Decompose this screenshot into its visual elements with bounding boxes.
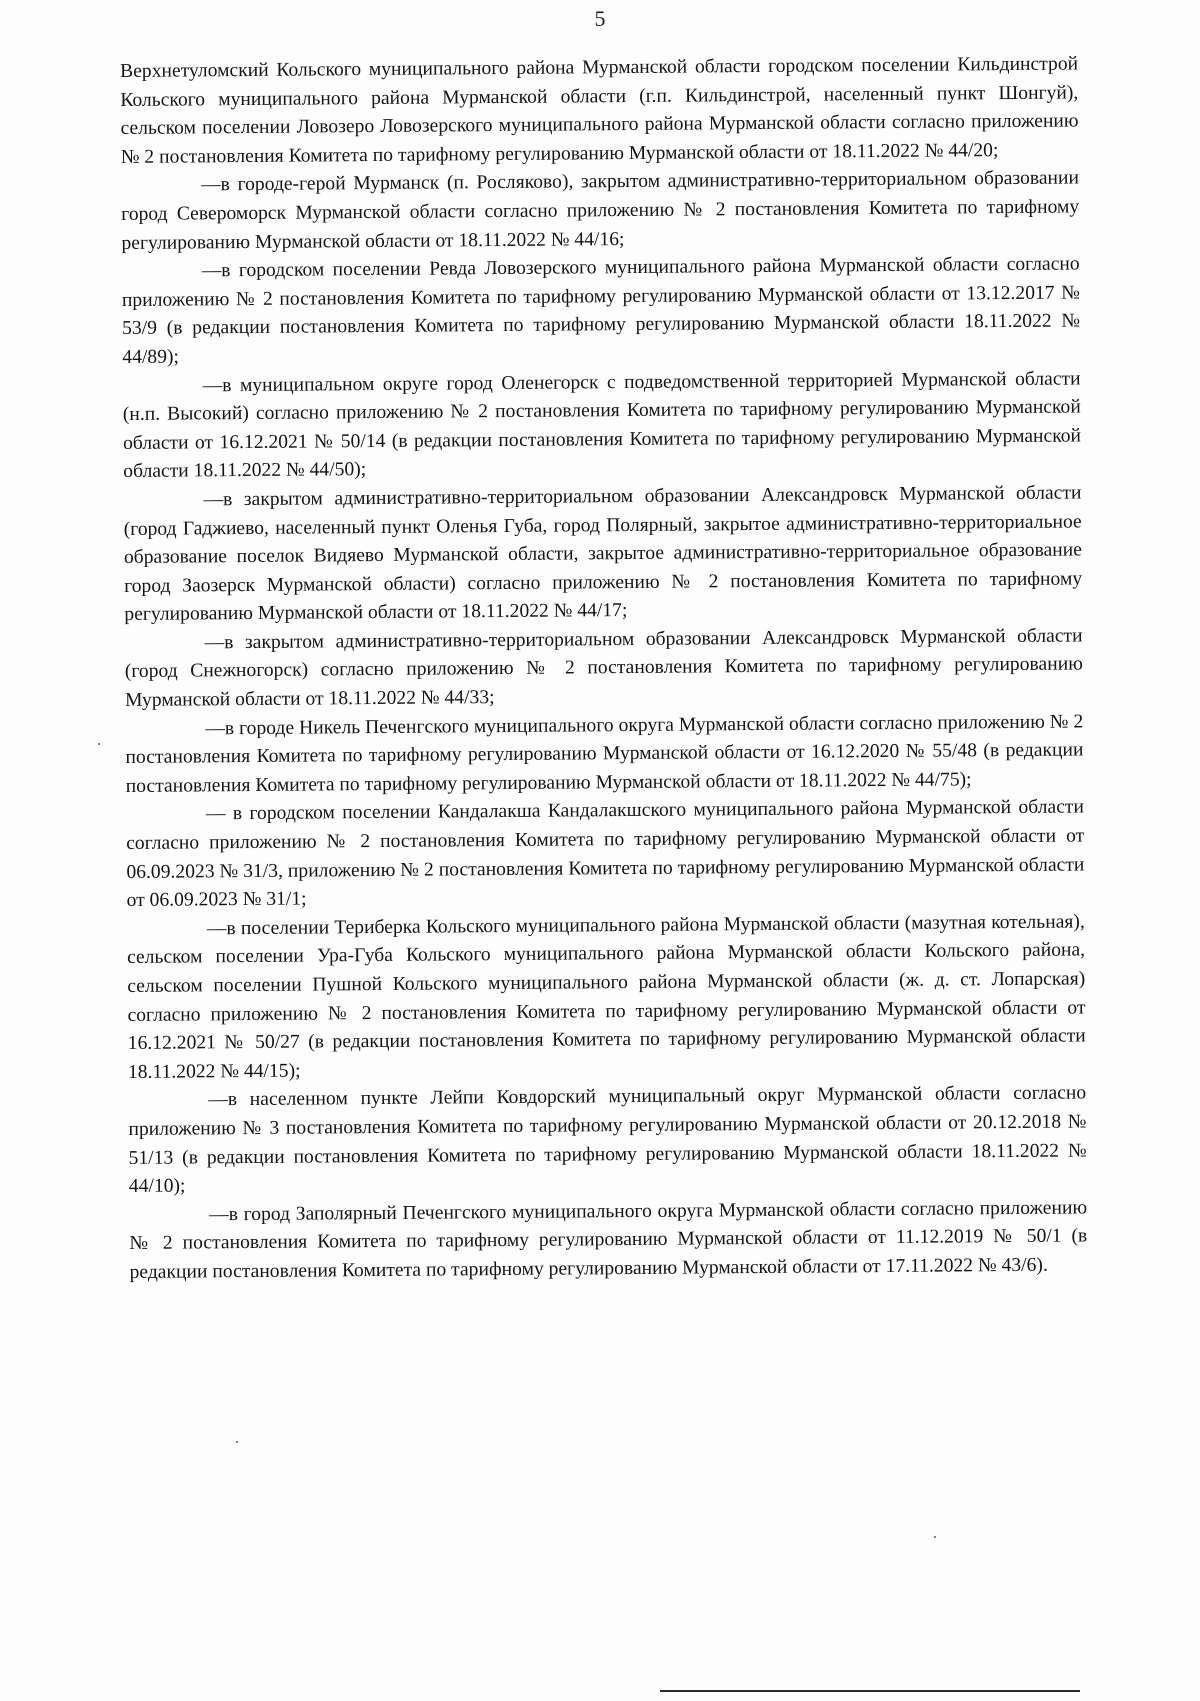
page-number: 5: [594, 6, 606, 31]
page-bottom-rule: [660, 1690, 1080, 1692]
list-item-revda: —в городском поселении Ревда Ловозерского муниципального района Мурманской области согласно приложению № 2 постановления Комитета по тарифному регулированию Мурманской области от 13.12.2017 № 53/9 (в редакции постановления Комитета по тарифному регулированию Мурманской области 18.11.2022 № 44/89);: [121, 253, 1081, 368]
scan-speck: [934, 1536, 936, 1538]
list-item-leipi: —в населенном пункте Лейпи Ковдорский муниципальный округ Мурманской области согласно приложению № 3 постановления Комитета по тарифному регулированию Мурманской области от 20.12.2018 № 51/13 (в редакции постановления Комитета по тарифному регулированию Мурманской области 18.11.2022 № 44/10);: [128, 1082, 1087, 1198]
list-item-olenegorsk: —в муниципальном округе город Оленегорск с подведомственной территорией Мурманской области (н.п. Высокий) согласно приложению № 2 постановления Комитета по тарифному регулированию Мурманской области от 16.12.2021 № 50/14 (в редакции постановления Комитета по тарифному регулированию Мурманской области 18.11.2022 № 44/50);: [122, 367, 1082, 483]
paragraph-continuation: Верхнетуломский Кольского муниципального района Мурманской области городском поселении Кильдинстрой Кольского муниципального района Мурманской области (г.п. Кильдинстрой, населенный пункт Шонгуй), сельском поселении Ловозеро Ловозерского муниципального района Мурманской области согласно приложению № 2 постановления Комитета по тарифному регулированию Мурманской области от 18.11.2022 № 44/20;: [120, 53, 1079, 168]
list-item-nikel: —в городе Никель Печенгского муниципального округа Мурманской области согласно приложению № 2 постановления Комитета по тарифному регулированию Мурманской области от 16.12.2020 № 55/48 (в редакции постановления Комитета по тарифному регулированию Мурманской области от 18.11.2022 № 44/75);: [125, 711, 1084, 797]
scan-speck: [98, 743, 100, 745]
document-body: [120, 50, 1088, 1287]
list-item-zapolyarny: —в город Заполярный Печенгского муниципального округа Мурманской области согласно приложению № 2 постановления Комитета по тарифному регулированию Мурманской области от 11.12.2019 № 50/1 (в редакции постановления Комитета по тарифному регулированию Мурманской области от 17.11.2022 № 43/6).: [129, 1197, 1088, 1283]
list-item-murmansk-severomorsk: —в городе-герой Мурманск (п. Росляково), закрытом административно-территориальном образовании город Североморск Мурманской области согласно приложению № 2 постановления Комитета по тарифному регулированию Мурманской области от 18.11.2022 № 44/16;: [121, 167, 1080, 254]
list-item-teriberka: —в поселении Териберка Кольского муниципального района Мурманской области (мазутная котельная), сельском поселении Ура-Губа Кольского муниципального района Мурманской области Кольского района, сельском поселении Пушной Кольского муниципального района Мурманской области (ж. д. ст. Лопарская) согласно приложению № 2 постановления Комитета по тарифному регулированию Мурманской области от 16.12.2021 № 50/27 (в редакции постановления Комитета по тарифному регулированию Мурманской области 18.11.2022 № 44/15);: [126, 911, 1086, 1083]
list-item-kandalaksha: — в городском поселении Кандалакша Кандалакшского муниципального района Мурманской области согласно приложению № 2 постановления Комитета по тарифному регулированию Мурманской области от 06.09.2023 № 31/3, приложению № 2 постановления Комитета по тарифному регулированию Мурманской области от 06.09.2023 № 31/1;: [126, 796, 1085, 912]
list-item-aleksandrovsk-gadzhievo: —в закрытом административно-территориальном образовании Александровск Мурманской области (город Гаджиево, населенный пункт Оленья Губа, город Полярный, закрытое административно-территориальное образование поселок Видяево Мурманской области, закрытое административно-территориальное образование город Заозерск Мурманской области) согласно приложению № 2 постановления Комитета по тарифному регулированию Мурманской области от 18.11.2022 № 44/17;: [123, 482, 1083, 626]
list-item-aleksandrovsk-snezhnogorsk: —в закрытом административно-территориальном образовании Александровск Мурманской области (город Снежногорск) согласно приложению № 2 постановления Комитета по тарифному регулированию Мурманской области от 18.11.2022 № 44/33;: [124, 625, 1083, 712]
scan-speck: [236, 1441, 238, 1443]
